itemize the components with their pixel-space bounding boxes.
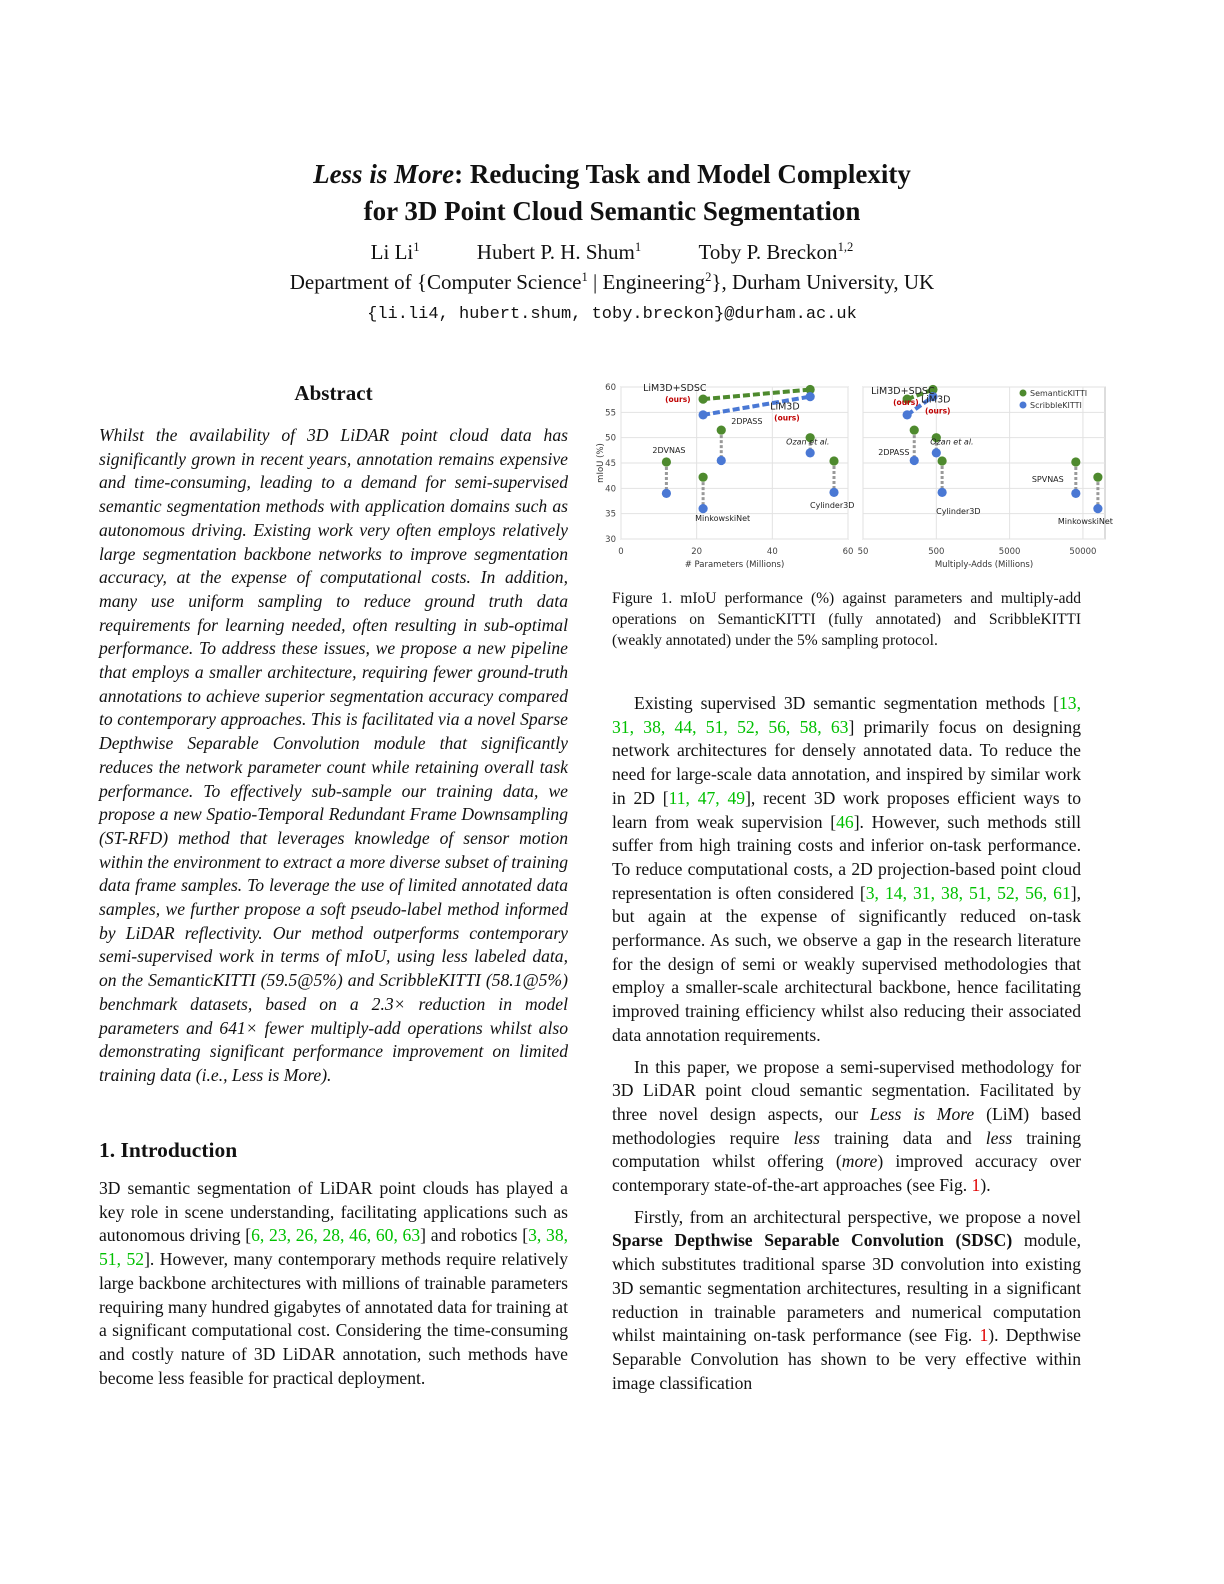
ours-tag: (ours)	[924, 406, 951, 416]
right-column-text	[612, 692, 1081, 1403]
data-point-semantickitti	[829, 456, 838, 465]
author: Toby P. Breckon$^{1,2}$	[698, 240, 854, 264]
y-tick-label: 45	[605, 459, 616, 469]
data-point-semantickitti	[1093, 473, 1102, 482]
chart-params	[596, 383, 854, 570]
paragraph: Firstly, from an architectural perspective, we propose a novel Sparse Depthwise Separable Convolution (SDSC) module, which substitutes traditional sparse 3D convolution into existing 3D semantic segmentation architectures, resulting in a significant reduction in trainable parameters and numerical computation whilst maintaining on-task performance (see Fig. 1). Depthwise Separable Convolution has shown to be very effective within image classification	[612, 1206, 1081, 1393]
figure-link[interactable]: 1	[971, 1175, 981, 1196]
ours-tag: (ours)	[665, 395, 691, 405]
point-label: SPVNAS	[1031, 474, 1064, 484]
affiliation: Department of {Computer Science$^1$ | Engineering$^2$}, Durham University, UK	[289, 270, 935, 294]
x-tick-label: 0	[618, 547, 624, 557]
point-label: MinkowskiNet	[1057, 517, 1113, 527]
ours-tag: (ours)	[893, 398, 919, 408]
point-label: 2DPASS	[878, 448, 910, 458]
data-point-scribblekitti	[806, 448, 815, 457]
y-tick-label: 60	[605, 383, 616, 393]
legend-marker	[1020, 402, 1027, 409]
point-label: Ozan et al.	[930, 437, 974, 447]
x-tick-label: 50000	[1069, 547, 1097, 557]
point-label: Ozan et al.	[786, 437, 830, 447]
x-tick-label: 5000	[998, 547, 1021, 557]
data-point-semantickitti	[938, 456, 947, 465]
point-label: MinkowskiNet	[695, 514, 751, 524]
data-point-semantickitti	[662, 457, 671, 466]
data-point-semantickitti	[698, 473, 707, 482]
x-tick-label: 50	[857, 547, 869, 557]
intro-paragraph: 3D semantic segmentation of LiDAR point clouds has played a key role in scene understanding, facilitating applications such as autonomous driving [6, 23, 26, 28, 46, 60, 63] and robotics [3, 38, 51, 52]. However, many contemporary methods require relatively large backbone architectures with millions of trainable parameters requiring many hundred gigabytes of annotated data for training at a significant computational cost. Considering the time-consuming and costly nature of 3D LiDAR annotation, such methods have become less feasible for practical deployment.	[99, 1178, 569, 1388]
data-point-semantickitti	[910, 425, 919, 434]
abstract-text: Whilst the availability of 3D LiDAR point cloud data has significantly grown in recent years, annotation remains expensive and time-consuming, leading to a demand for semi-supervised semantic segmentation methods with application domains such as autonomous driving. Existing work very often employs relatively large segmentation backbone networks to improve segmentation accuracy, at the expense of computational costs. In addition, many use uniform sampling to reduce ground truth data requirements for learning needed, often resulting in sub-optimal performance. To address these issues, we propose a new pipeline that employs a smaller architecture, requiring fewer ground-truth annotations to achieve superior segmentation accuracy compared to contemporary approaches. This is facilitated via a novel Sparse Depthwise Separable Convolution module that significantly reduces the network parameter count while retaining overall task performance. To effectively sub-sample our training data, we propose a new Spatio-Temporal Redundant Frame Downsampling (ST-RFD) method that leverages knowledge of sensor motion within the environment to extract a more diverse subset of training data frame samples. To leverage the use of limited annotated data samples, we further propose a soft pseudo-label method informed by LiDAR reflectivity. Our method outperforms contemporary semi-supervised work in terms of mIoU, using less labeled data, on the SemanticKITTI (59.5@5%) and ScribbleKITTI (58.1@5%) benchmark datasets, based on a 2.3× reduction in model parameters and 641× fewer multiply-add operations whilst also demonstrating significant performance improvement on limited training data (i.e., Less is More).	[99, 425, 568, 1085]
figure-1	[595, 382, 1115, 574]
point-label: LiM3D+SDSC	[643, 383, 707, 395]
data-point-scribblekitti	[806, 392, 815, 401]
chart-madds	[858, 385, 1113, 570]
citation-link[interactable]: 11, 47, 49	[668, 787, 746, 808]
data-point-scribblekitti	[903, 410, 912, 419]
point-label: 2DVNAS	[652, 445, 686, 455]
data-point-scribblekitti	[938, 488, 947, 497]
y-axis-label: mIoU (%)	[596, 443, 606, 483]
point-label: Cylinder3D	[936, 506, 981, 516]
paragraph: Existing supervised 3D semantic segmentation methods [13, 31, 38, 44, 51, 52, 56, 58, 63] primarily focus on designing network architectures for densely annotated data. To reduce the need for large-scale data annotation, and inspired by similar work in 2D [11, 47, 49], recent 3D work proposes efficient ways to learn from weak supervision [46]. However, such methods still suffer from high training costs and inferior on-task performance. To reduce computational costs, a 2D projection-based point cloud representation is often considered [3, 14, 31, 38, 51, 52, 56, 61], but again at the expense of significantly reduced on-task performance. As such, we observe a gap in the research literature for the design of semi or weakly supervised methodologies that employ a smaller-scale architectural backbone, hence facilitating improved training efficiency whilst also reducing their associated data annotation requirements.	[612, 693, 1082, 1045]
x-tick-label: 500	[928, 547, 945, 557]
data-point-scribblekitti	[698, 504, 707, 513]
data-point-scribblekitti	[1093, 504, 1102, 513]
data-point-scribblekitti	[1071, 489, 1080, 498]
citation-link[interactable]: 3, 14, 31, 38, 51, 52, 56, 61	[865, 882, 1071, 903]
section-heading-introduction: 1. Introduction	[99, 1138, 238, 1162]
data-point-scribblekitti	[910, 456, 919, 465]
citation-link[interactable]: 46	[836, 811, 854, 832]
legend-entry: ScribbleKITTI	[1030, 401, 1082, 410]
x-tick-label: 40	[766, 547, 778, 557]
data-point-scribblekitti	[717, 456, 726, 465]
data-point-scribblekitti	[829, 488, 838, 497]
paper-title: Less is More: Reducing Task and Model Complexity for 3D Point Cloud Semantic Segmentation	[313, 159, 911, 226]
author-list	[0, 240, 1224, 265]
x-tick-label: 60	[842, 547, 854, 557]
y-tick-label: 40	[605, 484, 616, 495]
data-point-semantickitti	[698, 395, 707, 404]
email-line: {li.li4, hubert.shum, toby.breckon}@durham.ac.uk	[367, 305, 857, 324]
figure-caption: Figure 1. mIoU performance (%) against parameters and multiply-add operations on SemanticKITTI (fully annotated) and ScribbleKITTI (weakly annotated) under the 5% sampling protocol.	[612, 590, 1081, 649]
figure-link[interactable]: 1	[979, 1325, 989, 1346]
point-label: Cylinder3D	[810, 500, 855, 510]
point-label: LiM3D	[770, 401, 800, 413]
x-tick-label: 20	[691, 547, 703, 557]
y-tick-label: 35	[605, 509, 616, 520]
y-tick-label: 55	[605, 408, 616, 419]
paragraph: In this paper, we propose a semi-supervised methodology for 3D LiDAR point cloud semantic segmentation. Facilitated by three novel design aspects, our Less is More (LiM) based methodologies require less training data and less training computation whilst offering (more) improved accuracy over contemporary state-of-the-art approaches (see Fig. 1).	[612, 1056, 1081, 1196]
citation-link[interactable]: 6, 23, 26, 28, 46, 60, 63	[251, 1225, 421, 1246]
legend-marker	[1020, 390, 1027, 397]
citation-link[interactable]: 3, 38, 51, 52	[99, 1225, 569, 1270]
data-point-scribblekitti	[932, 448, 941, 457]
citation-link[interactable]: 13, 31, 38, 44, 51, 52, 56, 58, 63	[612, 693, 1081, 737]
data-point-semantickitti	[1071, 457, 1080, 466]
author: Hubert P. H. Shum$^1$	[476, 240, 642, 264]
abstract-heading: Abstract	[294, 381, 373, 405]
data-point-semantickitti	[717, 425, 726, 434]
point-label: LiM3D+SDSC	[871, 386, 935, 398]
y-tick-label: 50	[605, 433, 616, 444]
y-tick-label: 30	[605, 535, 616, 545]
data-point-scribblekitti	[662, 489, 671, 498]
x-axis-label: Multiply-Adds (Millions)	[934, 560, 1034, 570]
legend-entry: SemanticKITTI	[1030, 389, 1088, 398]
x-axis-label: # Parameters (Millions)	[684, 560, 785, 570]
point-label: 2DPASS	[731, 417, 763, 427]
data-point-scribblekitti	[698, 410, 707, 419]
author: Li Li$^1$	[370, 240, 420, 264]
ours-tag: (ours)	[774, 413, 800, 423]
point-label: LiM3D	[920, 394, 951, 406]
